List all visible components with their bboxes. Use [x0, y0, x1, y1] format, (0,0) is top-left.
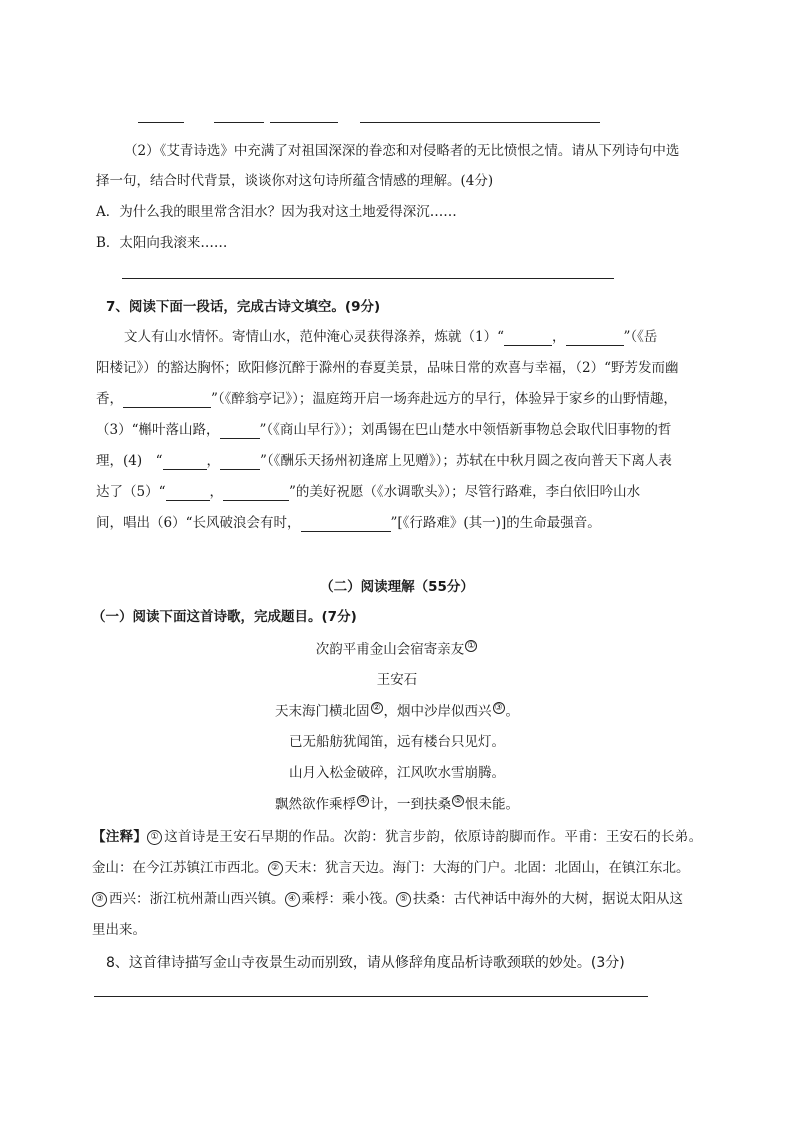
question-7-line7 — [96, 514, 601, 532]
q7-text: ”的美好祝愿（《水调歌头》）；尽管行路难，李白依旧吟山水 — [289, 484, 641, 500]
poem-line-3: 山月入松金破碎，江风吹水雪崩腾。 — [289, 765, 505, 781]
poem-line-2: 已无船舫犹闻笛，远有楼台只见灯。 — [289, 734, 505, 750]
notes-line-1 — [92, 828, 702, 846]
q7-text: 香， — [96, 391, 123, 407]
fill-blank-3[interactable] — [220, 424, 260, 439]
notes-label: 【注释】 — [92, 829, 148, 845]
fill-blank-1b[interactable] — [566, 331, 624, 346]
poem-line-1 — [0, 702, 794, 721]
question-7-line5 — [96, 452, 672, 470]
option-b: B．太阳向我滚来…… — [96, 235, 228, 251]
fill-blank-2[interactable] — [123, 393, 211, 408]
fill-blank-6[interactable] — [301, 517, 391, 532]
answer-line — [214, 122, 264, 123]
poem-text: ，烟中沙岸似西兴 — [383, 703, 492, 720]
q7-text: 理，(4) “ — [96, 453, 163, 469]
q7-text: ”[《行路难》(其一)]的生命最强音。 — [390, 515, 601, 531]
note-number: ⑤ — [396, 892, 411, 907]
q7-text: 文人有山水情怀。寄情山水，范仲淹心灵获得涤养，炼就（1）“ — [124, 329, 504, 345]
q7-text: ”（《商山早行》）；刘禹锡在巴山楚水中领悟新事物总会取代旧事物的哲 — [259, 422, 672, 438]
fill-blank-1a[interactable] — [504, 331, 552, 346]
notes-line-4: 里出来。 — [92, 922, 146, 938]
poem-text: 。 — [505, 703, 519, 720]
question-7-line4 — [96, 421, 671, 439]
notes-text: 天末：犹言天边。海门：大海的门户。北固：北固山，在镇江东北。 — [284, 860, 690, 876]
question-7-line3 — [96, 390, 677, 408]
note-number: ① — [147, 830, 162, 845]
poem-text: 飘然欲作乘桴 — [275, 796, 356, 813]
notes-text: 扶桑：古代神话中海外的大树，据说太阳从这 — [413, 891, 683, 907]
poem-author: 王安石 — [376, 672, 418, 688]
q7-text: ”（《酬乐天扬州初逢席上见赠》）；苏轼在中秋月圆之夜向普天下离人表 — [260, 453, 672, 469]
fill-blank-4a[interactable] — [163, 455, 207, 470]
q7-text: ”（《岳 — [623, 329, 658, 345]
fill-blank-4b[interactable] — [220, 455, 260, 470]
note-number: ③ — [92, 892, 107, 907]
question-7-line1 — [124, 328, 657, 346]
q7-text: ”（《醉翁亭记》）；温庭筠开启一场奔赴远方的早行，体验异于家乡的山野情趣， — [211, 391, 677, 407]
fill-blank-5a[interactable] — [166, 486, 210, 501]
answer-line — [270, 122, 338, 123]
poem-text: 计，一到扶桑 — [370, 796, 451, 813]
q7-text: ， — [209, 484, 223, 500]
answer-line — [138, 122, 184, 123]
notes-line-2 — [92, 859, 690, 877]
subsection-heading: （一）阅读下面这首诗歌，完成题目。(7分) — [92, 609, 357, 625]
note-number: ④ — [285, 892, 300, 907]
q7-text: ， — [552, 329, 566, 345]
q7-text: 达了（5）“ — [96, 484, 166, 500]
question-7-line2: 阳楼记》）的豁达胸怀；欧阳修沉醉于滁州的春夏美景，品味日常的欢喜与幸福，（2）“野芳发而幽 — [96, 360, 679, 376]
question-8: 8、这首律诗描写金山寺夜景生动而别致，请从修辞角度品析诗歌颈联的妙处。(3分) — [106, 955, 625, 971]
notes-text: 这首诗是王安石早期的作品。次韵：犹言步韵，依原诗韵脚而作。平甫：王安石的长弟。 — [164, 829, 703, 845]
q7-text: 间，唱出（6）“长风破浪会有时， — [96, 515, 301, 531]
note-marker: ② — [372, 703, 381, 713]
poem-text: 恨未能。 — [465, 796, 519, 813]
poem-line-4 — [0, 795, 794, 814]
notes-line-3 — [92, 890, 683, 908]
notes-text: 金山：在今江苏镇江市西北。 — [92, 860, 268, 876]
note-marker: ① — [467, 641, 476, 651]
section-heading: （二）阅读理解（55分） — [320, 579, 474, 595]
question-6-2-line1: （2）《艾青诗选》中充满了对祖国深深的眷恋和对侵略者的无比愤恨之情。请从下列诗句中选 — [124, 143, 680, 159]
question-7-line6 — [96, 483, 640, 501]
option-a: A．为什么我的眼里常含泪水？因为我对这土地爱得深沉…… — [96, 204, 457, 220]
poem-title — [0, 640, 794, 659]
answer-line — [122, 278, 614, 279]
note-marker: ③ — [494, 703, 503, 713]
q7-text: ， — [206, 453, 221, 469]
answer-line — [360, 122, 600, 123]
q7-text: （3）“槲叶落山路， — [96, 422, 220, 438]
notes-text: 西兴：浙江杭州萧山西兴镇。 — [109, 891, 285, 907]
answer-line — [94, 996, 648, 997]
poem-text: 天末海门横北固 — [275, 703, 370, 720]
question-6-2-line2: 择一句，结合时代背景，谈谈你对这句诗所蕴含情感的理解。(4分) — [96, 173, 494, 189]
notes-text: 乘桴：乘小筏。 — [301, 891, 396, 907]
note-marker: ⑤ — [453, 796, 463, 806]
fill-blank-5b[interactable] — [223, 486, 289, 501]
poem-title-text: 次韵平甫金山会宿寄亲友 — [315, 641, 465, 658]
note-number: ② — [268, 861, 283, 876]
question-7-title: 7、阅读下面一段话，完成古诗文填空。(9分) — [106, 299, 381, 315]
note-marker: ④ — [358, 796, 368, 806]
